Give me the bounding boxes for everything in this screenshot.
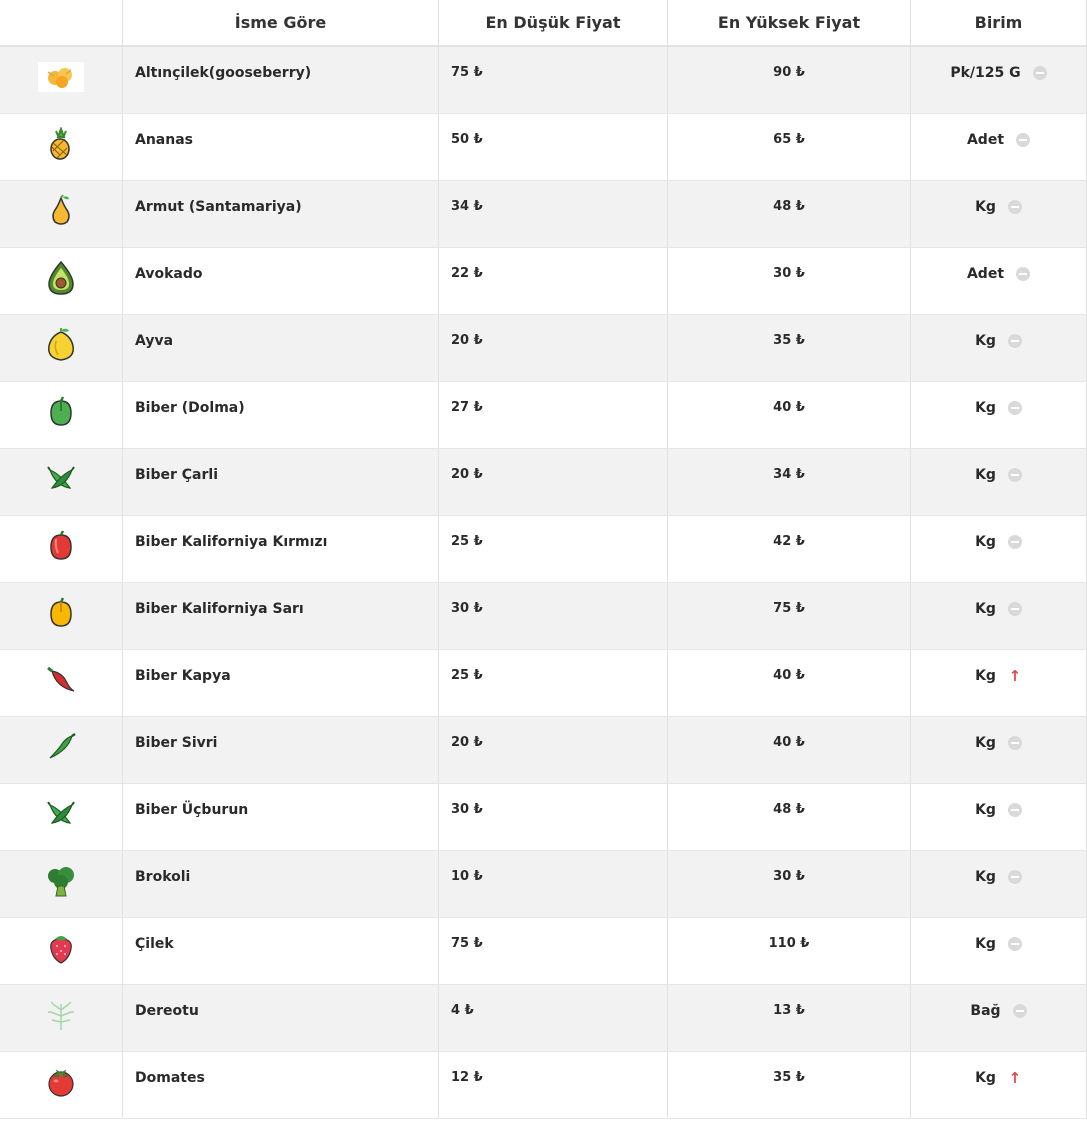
table-row (0, 114, 1087, 181)
max-price: 48 ₺ (773, 802, 805, 817)
max-price: 30 ₺ (773, 869, 805, 884)
product-icon-cell (0, 583, 123, 649)
min-price: 12 ₺ (451, 1070, 483, 1085)
max-price-cell (668, 47, 911, 113)
max-price-cell (668, 315, 911, 381)
unit-label: Pk/125 G (950, 65, 1021, 81)
red-bell-pepper-icon (38, 526, 84, 566)
min-price-cell (439, 851, 668, 917)
product-icon-cell (0, 1052, 123, 1118)
product-icon-cell (0, 315, 123, 381)
product-icon-cell (0, 516, 123, 582)
no-change-icon (1008, 334, 1022, 348)
unit-cell (911, 650, 1087, 716)
unit-cell (911, 181, 1087, 247)
header-name[interactable]: İsme Göre (123, 0, 439, 45)
table-row (0, 717, 1087, 784)
no-change-icon (1008, 736, 1022, 750)
max-price-cell (668, 985, 911, 1051)
unit-cell (911, 315, 1087, 381)
product-name-cell (123, 918, 439, 984)
product-name[interactable]: Altınçilek(gooseberry) (135, 65, 312, 81)
unit-cell (911, 382, 1087, 448)
min-price-cell (439, 583, 668, 649)
unit-label: Kg (975, 668, 996, 684)
product-name[interactable]: Biber Kaliforniya Kırmızı (135, 534, 328, 550)
unit-cell (911, 851, 1087, 917)
max-price: 42 ₺ (773, 534, 805, 549)
product-icon-cell (0, 784, 123, 850)
green-bell-pepper-icon (38, 392, 84, 432)
no-change-icon (1033, 66, 1047, 80)
min-price: 30 ₺ (451, 802, 483, 817)
broccoli-icon (38, 861, 84, 901)
product-name-cell (123, 985, 439, 1051)
product-name-cell (123, 181, 439, 247)
no-change-icon (1008, 401, 1022, 415)
table-row (0, 516, 1087, 583)
green-peppers-icon (38, 459, 84, 499)
product-name-cell (123, 47, 439, 113)
arrow-up-icon: ↑ (1008, 1069, 1022, 1087)
min-price: 10 ₺ (451, 869, 483, 884)
product-icon-cell (0, 382, 123, 448)
max-price-cell (668, 516, 911, 582)
max-price-cell (668, 248, 911, 314)
product-name-cell (123, 1052, 439, 1118)
max-price: 35 ₺ (773, 1070, 805, 1085)
no-change-icon (1013, 1004, 1027, 1018)
table-row (0, 1052, 1087, 1119)
product-name-cell (123, 717, 439, 783)
product-name[interactable]: Biber Üçburun (135, 802, 249, 818)
table-row (0, 851, 1087, 918)
product-name[interactable]: Biber Kaliforniya Sarı (135, 601, 304, 617)
no-change-icon (1016, 133, 1030, 147)
unit-label: Kg (975, 869, 996, 885)
min-price: 25 ₺ (451, 668, 483, 683)
max-price: 34 ₺ (773, 467, 805, 482)
product-name-cell (123, 851, 439, 917)
product-name-cell (123, 315, 439, 381)
unit-cell (911, 1052, 1087, 1118)
unit-cell (911, 985, 1087, 1051)
max-price: 48 ₺ (773, 199, 805, 214)
pear-icon (38, 191, 84, 231)
product-icon-cell (0, 918, 123, 984)
product-name-cell (123, 650, 439, 716)
arrow-up-icon: ↑ (1008, 667, 1022, 685)
product-name[interactable]: Armut (Santamariya) (135, 199, 302, 215)
product-name-cell (123, 583, 439, 649)
max-price: 13 ₺ (773, 1003, 805, 1018)
min-price: 20 ₺ (451, 333, 483, 348)
max-price: 40 ₺ (773, 400, 805, 415)
max-price-cell (668, 583, 911, 649)
unit-label: Adet (966, 266, 1005, 282)
product-name-cell (123, 449, 439, 515)
no-change-icon (1008, 803, 1022, 817)
min-price-cell (439, 315, 668, 381)
max-price-cell (668, 918, 911, 984)
min-price: 4 ₺ (451, 1003, 474, 1018)
product-icon-cell (0, 717, 123, 783)
product-icon-cell (0, 851, 123, 917)
min-price: 50 ₺ (451, 132, 483, 147)
unit-label: Kg (975, 601, 996, 617)
min-price: 34 ₺ (451, 199, 483, 214)
table-header (0, 0, 1087, 47)
no-change-icon (1008, 535, 1022, 549)
unit-label: Adet (966, 132, 1005, 148)
unit-label: Kg (975, 199, 996, 215)
product-icon-cell (0, 114, 123, 180)
min-price: 20 ₺ (451, 467, 483, 482)
unit-label: Kg (975, 400, 996, 416)
no-change-icon (1008, 468, 1022, 482)
max-price-cell (668, 181, 911, 247)
max-price: 75 ₺ (773, 601, 805, 616)
min-price-cell (439, 918, 668, 984)
min-price: 30 ₺ (451, 601, 483, 616)
max-price-cell (668, 784, 911, 850)
unit-cell (911, 114, 1087, 180)
table-row (0, 583, 1087, 650)
green-peppers-icon (38, 794, 84, 834)
max-price: 90 ₺ (773, 65, 805, 80)
unit-label: Kg (975, 936, 996, 952)
product-name[interactable]: Biber Çarli (135, 467, 218, 483)
header-unit[interactable]: Birim (911, 0, 1087, 45)
max-price-cell (668, 382, 911, 448)
unit-label: Kg (975, 534, 996, 550)
quince-icon (38, 325, 84, 365)
table-row (0, 47, 1087, 114)
min-price-cell (439, 449, 668, 515)
product-icon-cell (0, 650, 123, 716)
max-price: 65 ₺ (773, 132, 805, 147)
min-price-cell (439, 516, 668, 582)
product-name[interactable]: Dereotu (135, 1003, 199, 1019)
max-price-cell (668, 650, 911, 716)
table-row (0, 784, 1087, 851)
product-name-cell (123, 516, 439, 582)
unit-label: Kg (975, 802, 996, 818)
unit-label: Bağ (970, 1003, 1001, 1019)
max-price-cell (668, 1052, 911, 1118)
min-price: 22 ₺ (451, 266, 483, 281)
table-row (0, 918, 1087, 985)
dill-icon (38, 995, 84, 1035)
tomato-icon (38, 1062, 84, 1102)
min-price-cell (439, 1052, 668, 1118)
min-price: 20 ₺ (451, 735, 483, 750)
table-row (0, 181, 1087, 248)
table-row (0, 650, 1087, 717)
table-row (0, 985, 1087, 1052)
product-name[interactable]: Biber Sivri (135, 735, 218, 751)
product-icon-cell (0, 181, 123, 247)
product-name-cell (123, 784, 439, 850)
max-price: 40 ₺ (773, 668, 805, 683)
unit-cell (911, 717, 1087, 783)
table-row (0, 382, 1087, 449)
table-row (0, 315, 1087, 382)
product-name[interactable]: Ananas (135, 132, 193, 148)
min-price-cell (439, 382, 668, 448)
table-row (0, 248, 1087, 315)
product-name[interactable]: Çilek (135, 936, 174, 952)
product-name[interactable]: Ayva (135, 333, 174, 349)
yellow-bell-pepper-icon (38, 593, 84, 633)
product-name[interactable]: Domates (135, 1070, 205, 1086)
unit-cell (911, 583, 1087, 649)
no-change-icon (1008, 200, 1022, 214)
min-price: 75 ₺ (451, 65, 483, 80)
header-max-price[interactable]: En Yüksek Fiyat (668, 0, 911, 45)
product-name-cell (123, 114, 439, 180)
product-name-cell (123, 248, 439, 314)
unit-cell (911, 248, 1087, 314)
unit-label: Kg (975, 735, 996, 751)
min-price-cell (439, 248, 668, 314)
avocado-icon (38, 258, 84, 298)
min-price-cell (439, 985, 668, 1051)
table-body (0, 47, 1087, 1119)
unit-cell (911, 784, 1087, 850)
min-price: 27 ₺ (451, 400, 483, 415)
unit-label: Kg (975, 333, 996, 349)
min-price-cell (439, 717, 668, 783)
unit-cell (911, 918, 1087, 984)
min-price: 25 ₺ (451, 534, 483, 549)
header-icon-cell (0, 0, 123, 45)
max-price: 30 ₺ (773, 266, 805, 281)
unit-label: Kg (975, 467, 996, 483)
header-min-price[interactable]: En Düşük Fiyat (439, 0, 668, 45)
max-price: 110 ₺ (768, 936, 810, 951)
unit-cell (911, 449, 1087, 515)
product-name[interactable]: Biber Kapya (135, 668, 231, 684)
max-price: 35 ₺ (773, 333, 805, 348)
min-price: 75 ₺ (451, 936, 483, 951)
no-change-icon (1016, 267, 1030, 281)
min-price-cell (439, 650, 668, 716)
max-price-cell (668, 851, 911, 917)
red-chili-pepper-icon (38, 660, 84, 700)
max-price-cell (668, 114, 911, 180)
max-price-cell (668, 449, 911, 515)
strawberry-icon (38, 928, 84, 968)
min-price-cell (439, 181, 668, 247)
product-name[interactable]: Brokoli (135, 869, 191, 885)
max-price-cell (668, 717, 911, 783)
no-change-icon (1008, 602, 1022, 616)
product-icon-cell (0, 985, 123, 1051)
product-name[interactable]: Avokado (135, 266, 203, 282)
gooseberry-icon (38, 57, 84, 97)
product-icon-cell (0, 47, 123, 113)
table-row (0, 449, 1087, 516)
min-price-cell (439, 114, 668, 180)
product-name[interactable]: Biber (Dolma) (135, 400, 245, 416)
pineapple-icon (38, 124, 84, 164)
unit-label: Kg (975, 1070, 996, 1086)
unit-cell (911, 47, 1087, 113)
unit-cell (911, 516, 1087, 582)
product-icon-cell (0, 449, 123, 515)
no-change-icon (1008, 870, 1022, 884)
product-name-cell (123, 382, 439, 448)
product-icon-cell (0, 248, 123, 314)
no-change-icon (1008, 937, 1022, 951)
min-price-cell (439, 784, 668, 850)
min-price-cell (439, 47, 668, 113)
max-price: 40 ₺ (773, 735, 805, 750)
green-chili-pepper-icon (38, 727, 84, 767)
